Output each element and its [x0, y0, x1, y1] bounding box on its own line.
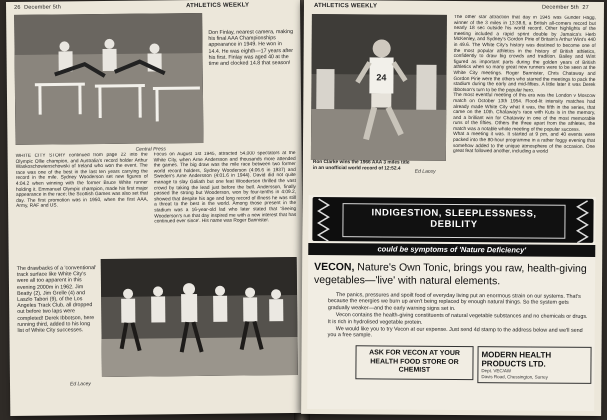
header-date: December 5th: [541, 4, 579, 11]
header-date: December 5th: [24, 4, 62, 11]
ad-headline-line1: INDIGESTION, SLEEPLESSNESS,: [371, 207, 537, 220]
story-column-2: Focus on August 1st 1945, attracted 54,000 spectators at the White City, when Arne Andersson and thousands more attended the games. The big draw was the mile race between two former world record holders, Sydney Wooderson (4:06.6 in 1937) and Sweden's Arne Andersson (4:01.6 in 1944). David did not quite manage to slay Goliath but one feat Wooderson thrilled the vast crowd by taking the lead just before the bell. Andersson, finally passed the strong but Wooderson, won by four-tenths in 4:09.2, showed that despite his age and long record of illness he was still a threat to the best in the world. Among those present in the stadium was a 16-year-old lad who later stated that 'Seeing Wooderson's run that day inspired me with a new interest that has continued ever since'. His name was Roger Bannister.: [153, 150, 297, 225]
right-header: [542, 5, 589, 11]
ad-tagline-text: Nature's Own Tonic, brings you raw, health-giving vegetables—'live' with natural elements.: [314, 261, 587, 288]
ad-brand: VECON,: [314, 260, 355, 274]
ad-paragraph: The panics, pressures and spoilt food of everyday living put an enormous strain on our systems. That's because the energies we burn up aren't being replaced by enough natural things. So the system gets gradually weaker—and the early warning signs set in.: [327, 292, 581, 312]
photo-credit: Central Press: [135, 146, 166, 153]
header-title: ATHLETICS WEEKLY: [186, 2, 250, 10]
ad-subline: could be symptoms of 'Nature Deficiency': [308, 243, 595, 257]
ad-paragraph: We would like you to try Vecon at our expense. Just send 4d stamp to the address below and we'll send you a free sample.: [327, 326, 583, 339]
right-page: [301, 0, 604, 416]
ad-headline-line2: DEBILITY: [430, 218, 478, 231]
bottom-photo-caption: The drawbacks of a 'conventional' track surface like White City's were all too apparent in this evening 2000m in 1962. Jim Beatty (2), Jim Grelle (4) and Laszlo Tabori (9), of the Los Angeles Track Club, all dropped out before two laps were completed! Derek Ibbotson, here running third, added to his long list of White City successes.: [16, 265, 97, 334]
ad-body: [328, 292, 590, 342]
ad-ask-box: ASK FOR VECON AT YOUR HEALTH FOOD STORE OR CHEMIST: [355, 345, 473, 379]
runner-photo: [311, 14, 447, 161]
ad-headline-banner: [312, 197, 593, 243]
story-column: The other star attraction that day in 1945 was Gunder Hagg, winner of the 3 miles in 13:38.6, a British all-comers record but nearly 18 sec outside his world record. Other highlights of the meeting included a rapid sprint double by Jamaica's Herb McKenley, and Sydney's Gordon Pirie of Britain's Arthur Wint's 440 in 49.6. The White City's history was destined to become one of the most popular athletics in the history of British athletics, confidently to draw big crowds and tradition. Bailey and Wint figured as important parts during the golden years of British athletics when so many great new runners were to be seen at the White City meetings. Roger Bannister, Chris Chataway and Gordon Pirie were the others who starred the meetings to pack the stadium during the early and mid-fifties. A little later it was Derek Ibbotson's turn to be the popular hero. The most eventful meeting of this era was the London v Moscow match on October 13th 1954. Flood-lit intensity matches had already made White City what it was, the fifth in the series, that came on the 10th. Chataway's race with Kuts is in the memory, and a brilliant win for Chataway in one of the most memorable runs of the fifties. Others the three apart from the athletes, the match was a notable whole meeting of the popular success. What a meeting it was. It started at 9 pm, and 40 events were packed into the 80-hour programme in a rather foggy evening that somehow added to the unique atmosphere of the occasion. One great feat followed another, including a world: [452, 14, 596, 155]
left-page: [6, 0, 304, 416]
ad-tagline: [314, 261, 592, 289]
ad-company-box: [477, 346, 591, 384]
ad-company-name: MODERN HEALTH PRODUCTS LTD.: [481, 350, 552, 369]
top-photo-caption: Don Finlay, nearest camera, making his final AAA Championships appearance in 1949. He won in 14.4. He was eighth—17 years after his first. Finlay was aged 40 at the time and clocked 14.8 that season!: [208, 28, 294, 67]
photo-credit: Ed Lacey: [414, 168, 436, 175]
story-column-1: WHITE CITY STORY continued from page 22 into the Olympic Ollie champion, and Australia's record holder Arthur Waskoschowienschowski of Ireland who won the event. The race was one of the best in the last ten years carrying the record in the mile. Sydney Wooderson set new figures of 4:04.2 when winning with the former Bruce White runner holding it. Emmanuel Olympic champion, made his first major appearance in the race; the Scottish Games was also set that day. The first promotion was in 1950, when the first AAA, Army, RAF and US.: [15, 152, 149, 210]
runner-photo-caption: Ron Clarke wins the 1966 AAA 3 miles title in an unofficial world record of 12:52.4: [312, 159, 410, 172]
ad-paragraph: Vecon contains the health-giving constituents of natural vegetable substances and no chemicals or drugs. It is rich in hydrolised vegetable protein.: [327, 312, 588, 326]
left-header: [14, 4, 61, 10]
zigzag-icon: [316, 197, 330, 241]
race-photo: [101, 257, 298, 377]
vecon-advert: [307, 195, 595, 411]
hurdles-photo: [14, 13, 203, 145]
ad-company-dept: Dept. VEC/AW: [481, 368, 512, 374]
photo-credit: Ed Lacey: [69, 381, 91, 388]
page-number: 27: [582, 4, 589, 11]
ad-company-address: Davis Road, Chessington, Surrey: [481, 373, 548, 380]
header-title: ATHLETICS WEEKLY: [313, 2, 378, 10]
bib-number: 24: [376, 72, 387, 83]
zigzag-icon: [575, 199, 589, 243]
ad-headline-box: [342, 203, 565, 239]
page-number: 26: [14, 4, 21, 11]
